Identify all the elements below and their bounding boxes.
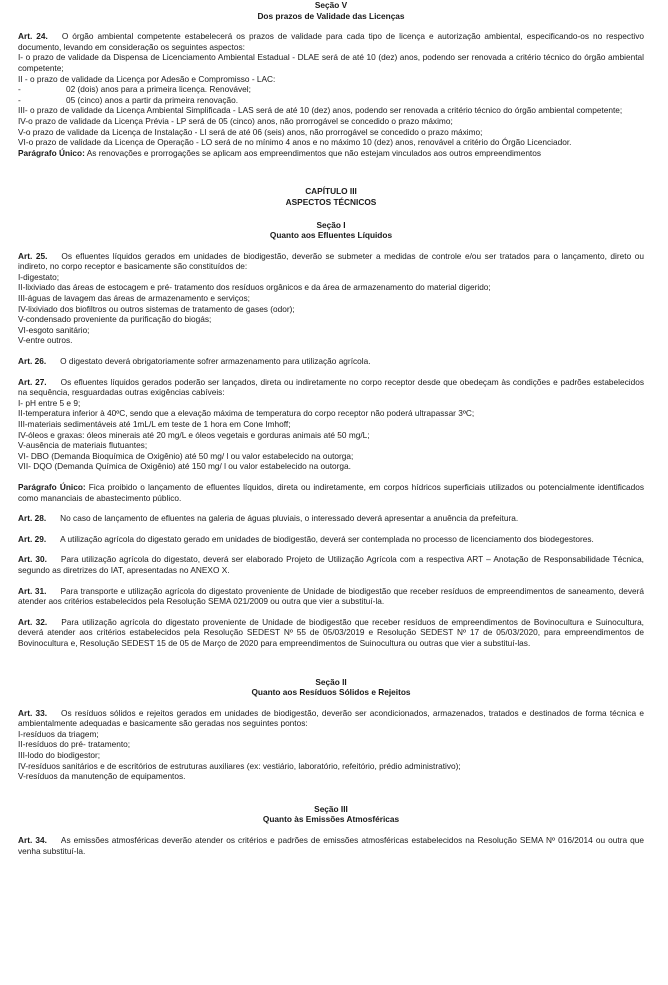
art-24-number: Art. 24. xyxy=(18,31,48,42)
section-v-title: Seção V xyxy=(314,0,348,10)
list-item: I- pH entre 5 e 9; xyxy=(18,397,81,408)
list-item: III-materiais sedimentáveis até 1mL/L em teste de 1 hora em Cone Imhoff; xyxy=(18,419,291,429)
list-item: III-águas de lavagem das áreas de armazenamento e serviços; xyxy=(18,293,250,304)
art-33-list xyxy=(18,729,644,782)
art-24 xyxy=(18,31,644,52)
list-item: I-digestato; xyxy=(18,271,60,282)
art-27 xyxy=(18,377,644,398)
art-29-text: A utilização agrícola do digestato gerado em unidades de biodigestão, deverá ser contemplada no processo de licenciamento dos biodegestores. xyxy=(60,533,594,544)
art-33 xyxy=(18,708,644,729)
art-29 xyxy=(18,534,644,545)
art-28 xyxy=(18,513,644,524)
paragrafo-unico-label: Parágrafo Único: xyxy=(18,147,85,158)
paragrafo-unico-text: Fica proibido o lançamento de efluentes líquidos, direta ou indiretamente, em corpos hídricos superficiais utilizados ou potencialmente identificados como mananciais de abastecimento público. xyxy=(18,481,645,503)
art-30-number: Art. 30. xyxy=(18,554,47,565)
paragrafo-unico-text: As renovações e prorrogações se aplicam aos empreendimentos que não estejam vinculados aos outros empreendimentos xyxy=(86,147,541,158)
list-item: V-condensado proveniente da purificação do biogás; xyxy=(18,314,212,325)
list-item: VI- DBO (Demanda Bioquímica de Oxigênio) até 50 mg/ l ou valor estabelecido na outorga; xyxy=(18,450,354,461)
art-27-text: Os efluentes líquidos gerados poderão ser lançados, direta ou indiretamente no corpo receptor desde que obedeçam às condições e padrões estabelecidos na sequência, resguardadas outras exigências cabíveis: xyxy=(18,376,644,398)
list-item: IV-resíduos sanitários e de escritórios de estruturas auxiliares (ex: vestiário, laboratório, refeitório, prédio administrativo); xyxy=(18,760,461,771)
dash-bullet: - xyxy=(18,84,21,95)
art-25 xyxy=(18,251,644,272)
art-32-number: Art. 32. xyxy=(18,616,48,627)
art-24-item-ii-a-text: 02 (dois) anos para a primeira licença. Renovável; xyxy=(66,84,251,95)
list-item: I-resíduos da triagem; xyxy=(18,728,99,739)
art-31 xyxy=(18,586,644,607)
list-item: II-resíduos do pré- tratamento; xyxy=(18,739,131,750)
section-iii-title: Seção III xyxy=(314,803,348,814)
art-34-number: Art. 34. xyxy=(18,835,47,846)
art-27-number: Art. 27. xyxy=(18,376,47,387)
art-24-item-iv: IV-o prazo de validade da Licença Prévia - LP será de 05 (cinco) anos, não prorrogável se concedido o prazo máximo; xyxy=(18,115,453,126)
art-24-item-v: V-o prazo de validade da Licença de Instalação - LI será de até 06 (seis) anos, não prorrogável se concedido o prazo máximo; xyxy=(18,126,483,137)
art-25-text: Os efluentes líquidos gerados em unidades de biodigestão, deverão se submeter a medidas de controle e/ou ser tratados para o lançamento, direto ou indireto, no corpo receptor e basicamente são constituídos de: xyxy=(18,250,644,272)
art-31-number: Art. 31. xyxy=(18,585,47,596)
art-34-text: As emissões atmosféricas deverão atender os critérios e padrões de emissões atmosféricas estabelecidos na Resolução SEMA Nº 016/2014 ou outra que venha substituí-la. xyxy=(18,835,644,856)
art-24-item-i: I- o prazo de validade da Dispensa de Licenciamento Ambiental Estadual - DLAE será de até 10 (dez) anos, podendo ser renovada a critério técnico do órgão ambiental competente; xyxy=(18,52,644,73)
art-33-text: Os resíduos sólidos e rejeitos gerados em unidades de biodigestão, deverão ser acondicionados, armazenados, tratados e destinados de forma técnica e ambientalmente adequadas e basicamente são geradas nos seguintes pontos: xyxy=(18,707,644,729)
art-31-text: Para transporte e utilização agrícola do digestato proveniente de Unidade de biodigestão que receber resíduos de empreendimentos de saneamento, deverá atender aos critérios estabelecidos pela Resolução SEMA 021/2009 ou outra que vier a substituí-la. xyxy=(18,585,644,607)
art-25-number: Art. 25. xyxy=(18,250,48,261)
art-26-text: O digestato deverá obrigatoriamente sofrer armazenamento para utilização agrícola. xyxy=(60,356,371,367)
section-i-subtitle: Quanto aos Efluentes Líquidos xyxy=(269,230,393,241)
art-24-item-ii-b-text: 05 (cinco) anos a partir da primeira renovação. xyxy=(66,94,239,105)
art-32 xyxy=(18,617,644,649)
art-30 xyxy=(18,554,644,575)
section-ii-title: Seção II xyxy=(315,676,347,687)
art-24-item-vi: VI-o prazo de validade da Licença de Operação - LO será de no mínimo 4 anos e no máximo 10 (dez) anos, renovável a critério do Órgão Licenciador. xyxy=(18,137,572,148)
art-30-text: Para utilização agrícola do digestato, deverá ser elaborado Projeto de Utilização Agrícola com a respectiva ART – Anotação de Responsabilidade Técnica, segundo as diretrizes do IAT, apresentadas no ANEXO X. xyxy=(18,554,644,575)
art-27-list xyxy=(18,398,644,472)
art-24-item-ii-b xyxy=(18,95,644,106)
art-24-item-ii-a xyxy=(18,84,644,95)
art-28-number: Art. 28. xyxy=(18,513,47,524)
art-24-text: O órgão ambiental competente estabelecerá os prazos de validade para cada tipo de licença e autorização ambiental, especificando-os no respectivo documento, levando em consideração os seguintes aspectos: xyxy=(18,31,644,52)
paragrafo-unico-24 xyxy=(18,148,644,159)
section-i-title: Seção I xyxy=(316,219,346,230)
list-item: V-resíduos da manutenção de equipamentos. xyxy=(18,771,186,782)
list-item: VI-esgoto sanitário; xyxy=(18,324,90,335)
art-32-text: Para utilização agrícola do digestato proveniente de Unidade de biodigestão que receber resíduos de empreendimentos de Bovinocultura e Suinocultura, deverá atender aos critérios estabelecidos pela Resolução SEDEST Nº 55 de 05/03/2019 e Resolução SEDEST Nº 17 de 05/03/2020, para empreendimentos de Bovinocultura e, Resolução SEDEST 15 de 05 de Março de 2020 para empreendimentos de Suinocultura ou outras que vier a substituí-las. xyxy=(18,616,644,648)
art-25-list xyxy=(18,272,644,346)
section-iii-subtitle: Quanto às Emissões Atmosféricas xyxy=(262,814,400,825)
list-item: IV-óleos e graxas: óleos minerais até 20 mg/L e óleos vegetais e gorduras animais até 50 mg/L; xyxy=(18,429,370,440)
chapter-iii-subtitle: ASPECTOS TÉCNICOS xyxy=(285,196,377,207)
list-item: II-temperatura inferior à 40ºC, sendo que a elevação máxima de temperatura do corpo receptor não poderá ultrapassar 3ºC; xyxy=(18,408,475,419)
list-item: IV-lixiviado dos biofiltros ou outros sistemas de tratamento de gases (odor); xyxy=(18,303,295,314)
list-item: V-entre outros. xyxy=(18,335,73,346)
art-26 xyxy=(18,356,644,367)
paragrafo-unico-label: Parágrafo Único: xyxy=(18,481,86,492)
list-item: III-lodo do biodigestor; xyxy=(18,750,101,761)
art-24-item-ii: II - o prazo de validade da Licença por Adesão e Compromisso - LAC: xyxy=(18,73,276,84)
list-item: V-ausência de materiais flutuantes; xyxy=(18,440,148,451)
art-28-text: No caso de lançamento de efluentes na galeria de águas pluviais, o interessado deverá apresentar a anuência da prefeitura. xyxy=(60,513,519,524)
art-29-number: Art. 29. xyxy=(18,533,47,544)
dash-bullet: - xyxy=(18,94,21,105)
document-page xyxy=(18,0,644,856)
list-item: II-lixiviado das áreas de estocagem e pré- tratamento dos resíduos orgânicos e da área de armazenamento do material digerido; xyxy=(18,282,491,293)
paragrafo-unico-27 xyxy=(18,482,644,503)
section-ii-subtitle: Quanto aos Resíduos Sólidos e Rejeitos xyxy=(251,687,411,698)
art-24-item-iii: III- o prazo de validade da Licença Ambiental Simplificada - LAS será de até 10 (dez) anos, podendo ser renovada a critério técnico do órgão ambiental competente; xyxy=(18,105,623,116)
section-v-subtitle: Dos prazos de Validade das Licenças xyxy=(257,10,405,21)
art-34 xyxy=(18,835,644,856)
art-33-number: Art. 33. xyxy=(18,707,48,718)
list-item: VII- DQO (Demanda Química de Oxigênio) até 150 mg/ l ou valor estabelecido na outorga. xyxy=(18,461,351,472)
chapter-iii-title: CAPÍTULO III xyxy=(305,186,357,197)
art-26-number: Art. 26. xyxy=(18,356,47,367)
